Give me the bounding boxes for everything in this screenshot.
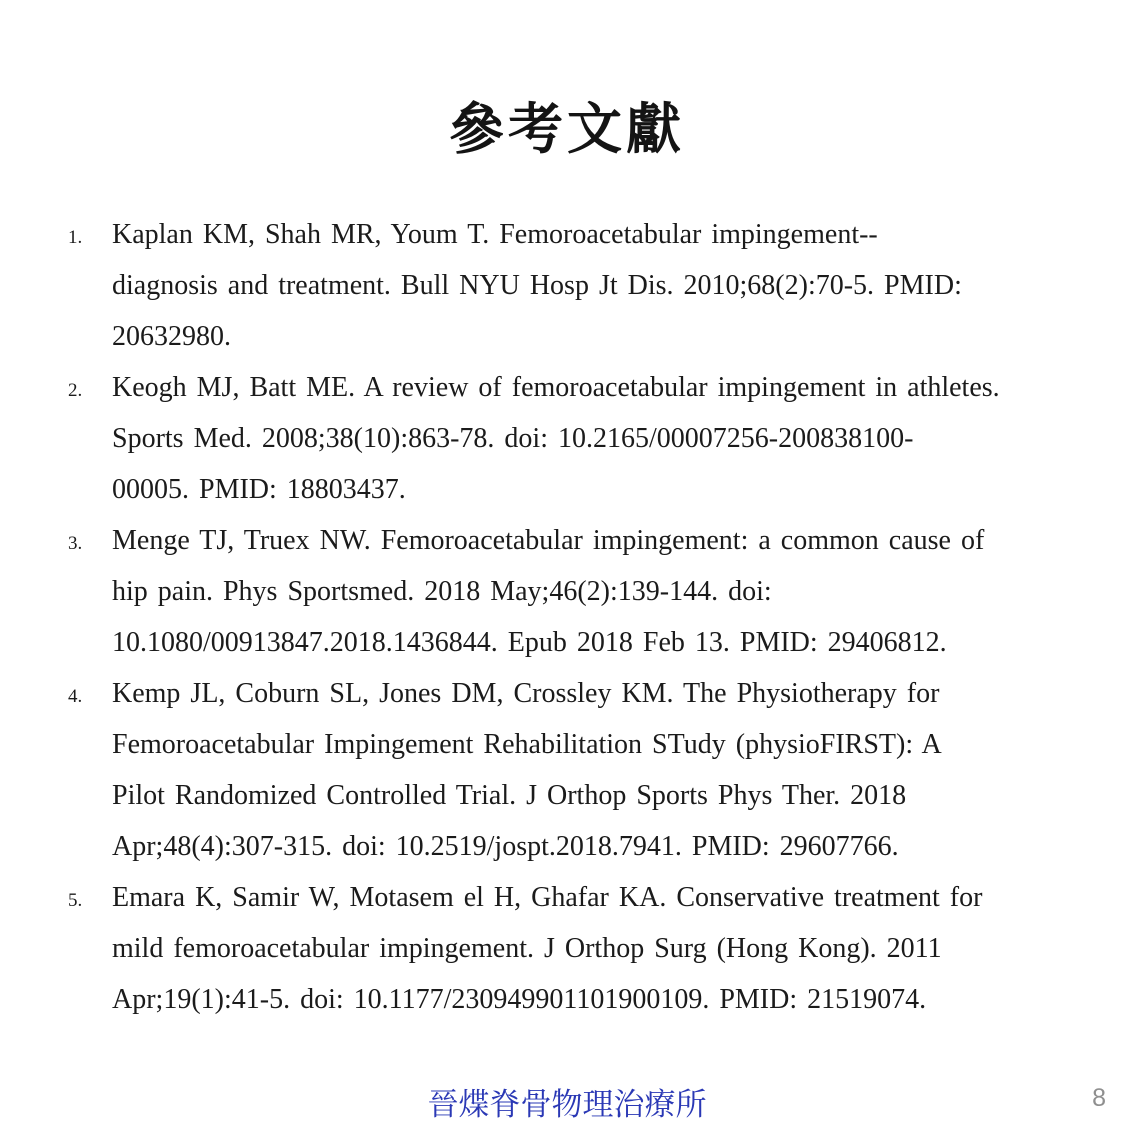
reference-number: 2. <box>68 380 83 401</box>
references-list <box>68 209 1108 1025</box>
reference-line: Kemp JL, Coburn SL, Jones DM, Crossley KM. The Physiotherapy for <box>112 678 940 709</box>
reference-number: 4. <box>68 686 83 707</box>
reference-line: Pilot Randomized Controlled Trial. J Orthop Sports Phys Ther. 2018 <box>112 780 907 811</box>
reference-item <box>68 209 1108 362</box>
reference-line: 20632980. <box>112 321 231 352</box>
reference-line: 00005. PMID: 18803437. <box>112 474 406 505</box>
reference-item <box>68 515 1108 668</box>
reference-number: 3. <box>68 533 83 554</box>
reference-item <box>68 872 1108 1025</box>
reference-item <box>68 362 1108 515</box>
reference-line: Emara K, Samir W, Motasem el H, Ghafar KA. Conservative treatment for <box>112 882 983 913</box>
page-title: 參考文獻 <box>448 98 685 160</box>
reference-number: 5. <box>68 890 83 911</box>
reference-line: Femoroacetabular Impingement Rehabilitation STudy (physioFIRST): A <box>112 729 942 760</box>
page-number: 8 <box>1092 1084 1106 1112</box>
reference-line: Apr;19(1):41-5. doi: 10.1177/230949901101900109. PMID: 21519074. <box>112 984 927 1015</box>
reference-line: Apr;48(4):307-315. doi: 10.2519/jospt.2018.7941. PMID: 29607766. <box>112 831 899 862</box>
reference-number: 1. <box>68 227 83 248</box>
reference-line: mild femoroacetabular impingement. J Orthop Surg (Hong Kong). 2011 <box>112 933 942 964</box>
reference-line: diagnosis and treatment. Bull NYU Hosp Jt Dis. 2010;68(2):70-5. PMID: <box>112 270 962 301</box>
reference-line: Menge TJ, Truex NW. Femoroacetabular impingement: a common cause of <box>112 525 985 556</box>
reference-line: Kaplan KM, Shah MR, Youm T. Femoroacetabular impingement-- <box>112 219 878 250</box>
reference-line: 10.1080/00913847.2018.1436844. Epub 2018 Feb 13. PMID: 29406812. <box>112 627 947 658</box>
reference-line: Keogh MJ, Batt ME. A review of femoroacetabular impingement in athletes. <box>112 372 1000 403</box>
reference-line: Sports Med. 2008;38(10):863-78. doi: 10.2165/00007256-200838100- <box>112 423 914 454</box>
reference-line: hip pain. Phys Sportsmed. 2018 May;46(2):139-144. doi: <box>112 576 772 607</box>
footer-clinic-name: 晉煠脊骨物理治療所 <box>427 1087 707 1122</box>
reference-item <box>68 668 1108 872</box>
